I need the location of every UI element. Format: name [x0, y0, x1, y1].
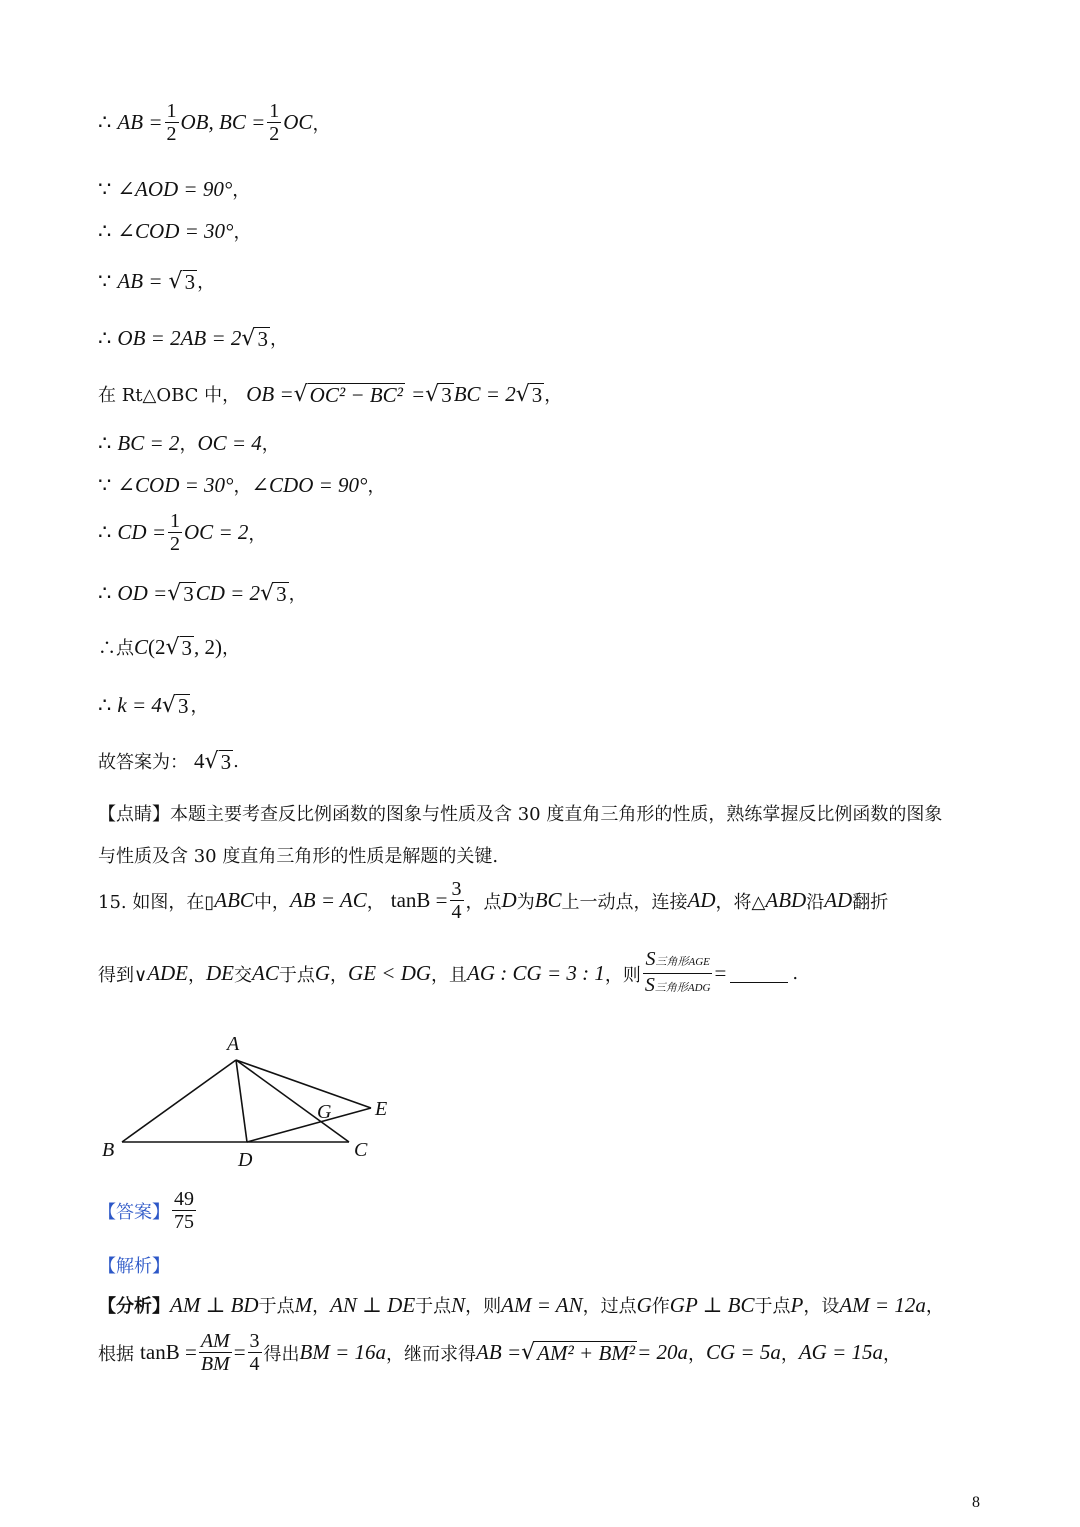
fraction: $\frac{1}{2}$ — [269, 100, 280, 145]
analysis-heading: 【解析】 — [98, 1256, 170, 1277]
line-8: ∵ ∠COD = 30° ， ∠CDO = 90° ， — [98, 472, 386, 497]
sqrt: √ AM² + BM² — [521, 1340, 636, 1365]
fraction: $\frac{3}{4}$ — [249, 1330, 260, 1375]
line-14: 【点睛】本题主要考查反比例函数的图象与性质及含 30 度直角三角形的性质，熟练掌握反比例函数的图象 — [98, 804, 943, 825]
line-2: ∵ ∠AOD = 90° ， — [98, 176, 251, 201]
sqrt: √ 3 — [161, 692, 189, 718]
label-A: A — [227, 1033, 240, 1055]
line-1: ∴ AB = $\frac{1}{2}$ OB, BC = $\frac{1}{2}$ OC ， — [98, 100, 331, 145]
line-3: ∴ ∠COD = 30° ， — [98, 218, 252, 243]
sqrt: √ 3 — [260, 580, 287, 606]
sqrt: √ 3 — [241, 325, 268, 351]
label-B: B — [102, 1139, 115, 1161]
line-6: 在 Rt△OBC 中， OB = √ OC² − BC² = √ 3 BC = 2 √ 3 ， — [98, 381, 563, 407]
label-C: C — [354, 1139, 368, 1161]
line-11: ∴点 C (2 √ 3 , 2) ， — [98, 634, 241, 660]
triangle-figure — [95, 1028, 415, 1178]
fraction: $\frac{1}{2}$ — [170, 510, 181, 555]
sqrt: √ OC² − BC² — [293, 381, 403, 407]
area-ratio-fraction: $\frac{\text{S三角形AGE}}{\text{S三角形ADG}}$ — [644, 948, 711, 996]
line-10: ∴ OD = √ 3 CD = 2 √ 3 ， — [98, 580, 307, 606]
sqrt: √ 3 — [165, 634, 193, 660]
line-4: ∵ AB = √ 3 ， — [98, 268, 216, 294]
fraction: $\frac{3}{4}$ — [451, 878, 462, 923]
sqrt: √ 3 — [515, 381, 543, 407]
sqrt: √ 3 — [168, 268, 196, 294]
question-15-line-2: 得到∨ ADE ， DE 交 AC 于点 G ， GE < DG ，且 AG : CG = 3 : 1 ，则 $\frac{\text{S三角形AGE}}{\text{S三角形ADG}}$ = . — [98, 948, 798, 999]
line-15: 与性质及含 30 度直角三角形的性质是解题的关键. — [98, 846, 499, 867]
answer-fraction: $\frac{49}{75}$ — [174, 1188, 194, 1233]
line-7: ∴ BC = 2 ， OC = 4 ， — [98, 430, 280, 455]
answer-blank — [730, 964, 788, 983]
line-5: ∴ OB = 2AB = 2 √ 3 ， — [98, 325, 288, 351]
fraction: $\frac{1}{2}$ — [166, 100, 177, 145]
sqrt: √ 3 — [167, 580, 194, 606]
sqrt: √ 3 — [204, 748, 232, 774]
fraction: $\frac{AM}{BM}$ — [200, 1330, 230, 1375]
sqrt: √ 3 — [425, 381, 452, 407]
analysis-line-1: 【分析】 AM ⊥ BD 于点 M ， AN ⊥ DE 于点 N ，则 AM = AN ，过点 G 作 GP ⊥ BC 于点 P ，设 AM = 12a ， — [98, 1292, 944, 1317]
analysis-line-2: 根据 tanB = $\frac{AM}{BM}$ = $\frac{3}{4}$ 得出 BM = 16a ，继而求得 AB = √ AM² + BM² = 20a ， CG = 5a ， AG = 15a ， — [98, 1330, 901, 1375]
label-G: G — [317, 1101, 332, 1123]
line-12: ∴ k = 4 √ 3 ， — [98, 692, 209, 718]
line-9: ∴ CD = $\frac{1}{2}$ OC = 2 ， — [98, 510, 267, 555]
question-15-line-1: 15. 如图，在▯ ABC 中， AB = AC ， tanB = $\frac{3}{4}$ ，点 D 为 BC 上一动点，连接 AD ，将△ ABD 沿 AD 翻折 — [98, 878, 889, 923]
answer-label: 【答案】 — [98, 1201, 170, 1223]
answer-line — [98, 1188, 198, 1233]
label-E: E — [375, 1098, 388, 1120]
line-13: 故答案为： 4 √ 3 . — [98, 748, 239, 774]
page-number: 8 — [972, 1494, 980, 1511]
label-D: D — [238, 1149, 253, 1171]
